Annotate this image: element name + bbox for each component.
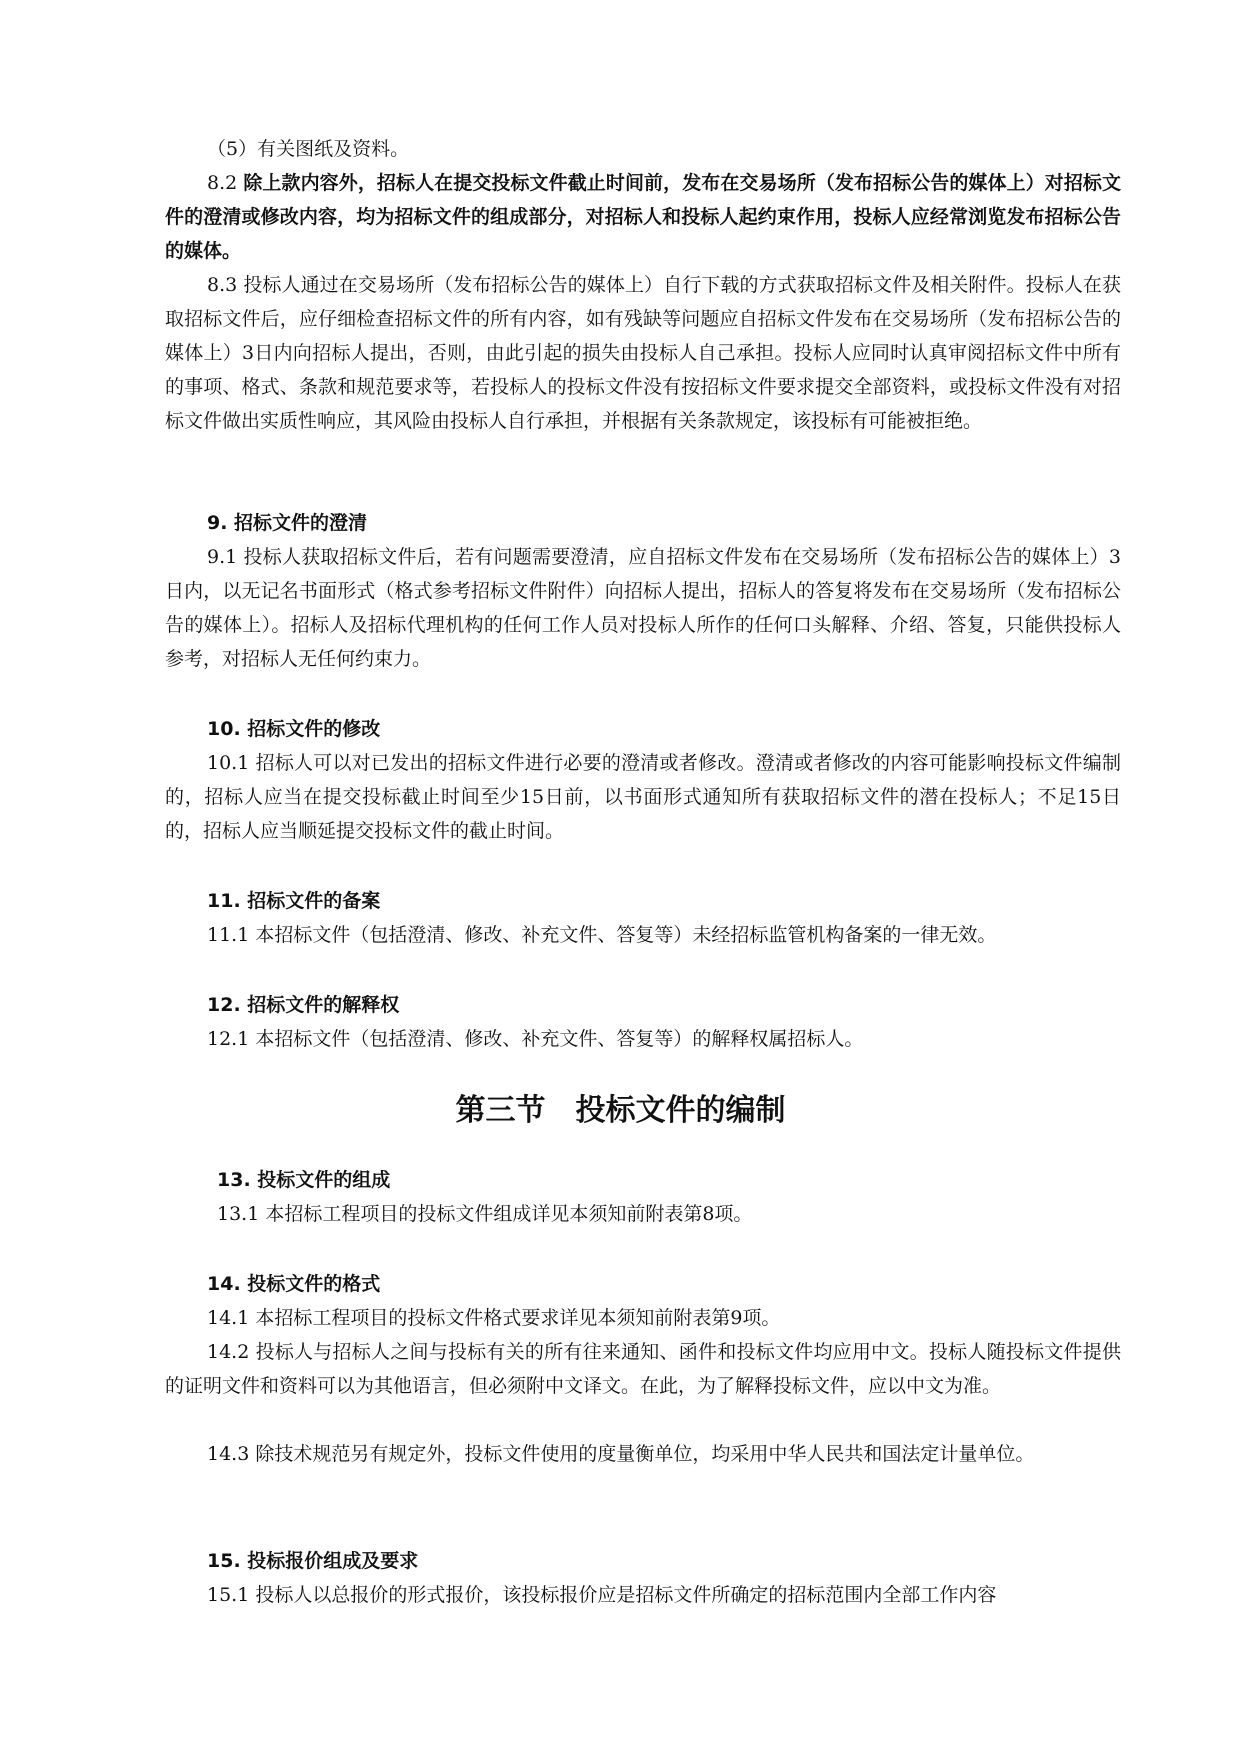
paragraph-8-2-text: 除上款内容外，招标人在提交投标文件截止时间前，发布在交易场所（发布招标公告的媒体上）对招标文件的澄清或修改内容，均为招标文件的组成部分，对招标人和投标人起约束作用，投标人应经常浏览发布招标公告的媒体。: [165, 172, 1121, 262]
section-number: 第三节: [455, 1093, 546, 1128]
heading-15: 15. 投标报价组成及要求: [207, 1550, 419, 1572]
section-title: [0, 1089, 1241, 1133]
heading-11: 11. 招标文件的备案: [207, 890, 381, 912]
clause-number-8-2: 8.2: [207, 172, 238, 194]
section-name: 投标文件的编制: [575, 1093, 786, 1128]
paragraph-11-1: 11.1 本招标文件（包括澄清、修改、补充文件、答复等）未经招标监管机构备案的一律无效。: [207, 924, 997, 946]
heading-9: 9. 招标文件的澄清: [207, 512, 368, 534]
paragraph-14-1: 14.1 本招标工程项目的投标文件格式要求详见本须知前附表第9项。: [207, 1307, 781, 1329]
heading-13: 13. 投标文件的组成: [217, 1169, 391, 1191]
paragraph-10-1: 10.1 招标人可以对已发出的招标文件进行必要的澄清或者修改。澄清或者修改的内容可能影响投标文件编制的，招标人应当在提交投标截止时间至少15日前，以书面形式通知所有获取招标文件的潜在投标人；不足15日的，招标人应当顺延提交投标文件的截止时间。: [165, 752, 1121, 842]
paragraph-14-3: 14.3 除技术规范另有规定外，投标文件使用的度量衡单位，均采用中华人民共和国法定计量单位。: [207, 1443, 1035, 1465]
paragraph-15-1: 15.1 投标人以总报价的形式报价，该投标报价应是招标文件所确定的招标范围内全部工作内容: [207, 1584, 997, 1606]
paragraph-13-1: 13.1 本招标工程项目的投标文件组成详见本须知前附表第8项。: [217, 1203, 753, 1225]
heading-14: 14. 投标文件的格式: [207, 1273, 381, 1295]
paragraph-8-3: 8.3 投标人通过在交易场所（发布招标公告的媒体上）自行下载的方式获取招标文件及相关附件。投标人在获取招标文件后，应仔细检查招标文件的所有内容，如有残缺等问题应自招标文件发布在交易场所（发布招标公告的媒体上）3日内向招标人提出，否则，由此引起的损失由投标人自己承担。投标人应同时认真审阅招标文件中所有的事项、格式、条款和规范要求等，若投标人的投标文件没有按招标文件要求提交全部资料，或投标文件没有对招标文件做出实质性响应，其风险由投标人自行承担，并根据有关条款规定，该投标有可能被拒绝。: [165, 274, 1121, 432]
paragraph-9-1: 9.1 投标人获取招标文件后，若有问题需要澄清，应自招标文件发布在交易场所（发布招标公告的媒体上）3日内，以无记名书面形式（格式参考招标文件附件）向招标人提出，招标人的答复将发布在交易场所（发布招标公告的媒体上）。招标人及招标代理机构的任何工作人员对投标人所作的任何口头解释、介绍、答复，只能供投标人参考，对招标人无任何约束力。: [165, 546, 1121, 670]
paragraph-8-1-5: （5）有关图纸及资料。: [207, 138, 410, 160]
heading-12: 12. 招标文件的解释权: [207, 994, 400, 1016]
paragraph-12-1: 12.1 本招标文件（包括澄清、修改、补充文件、答复等）的解释权属招标人。: [207, 1028, 864, 1050]
paragraph-8-2: [165, 166, 1121, 268]
paragraph-14-2: 14.2 投标人与招标人之间与投标有关的所有往来通知、函件和投标文件均应用中文。投标人随投标文件提供的证明文件和资料可以为其他语言，但必须附中文译文。在此，为了解释投标文件，应以中文为准。: [165, 1341, 1121, 1397]
heading-10: 10. 招标文件的修改: [207, 718, 381, 740]
